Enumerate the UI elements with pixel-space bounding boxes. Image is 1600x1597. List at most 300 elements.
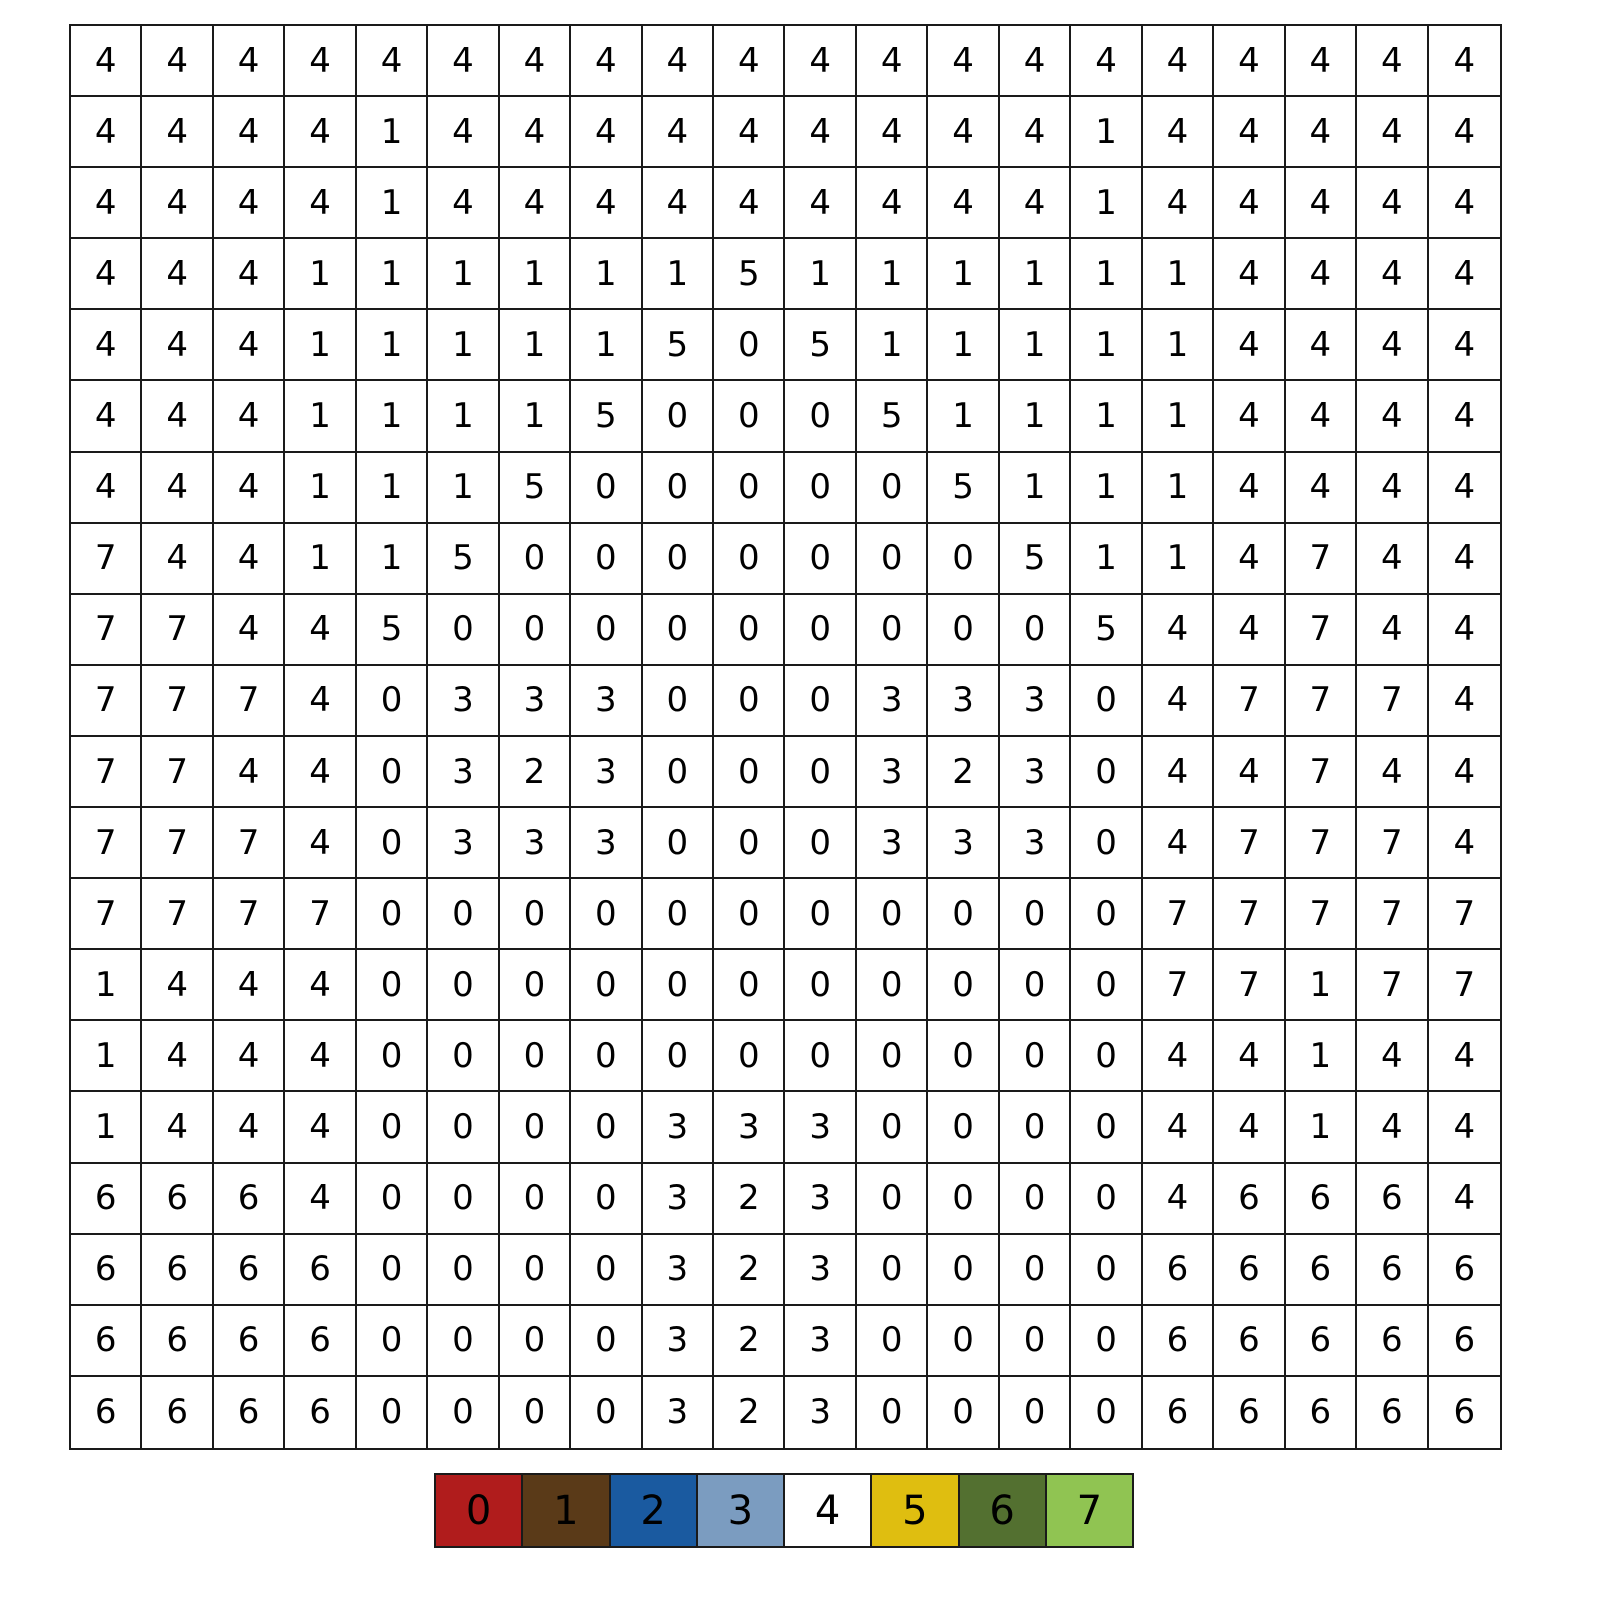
- grid-cell: 4: [1214, 97, 1285, 168]
- grid-cell: 3: [785, 1164, 856, 1235]
- grid-cell: 4: [285, 26, 356, 97]
- grid-cell: 7: [214, 808, 285, 879]
- grid-cell: 6: [1357, 1377, 1428, 1448]
- grid-cell: 0: [785, 666, 856, 737]
- grid-cell: 3: [714, 1092, 785, 1163]
- grid-cell: 5: [357, 595, 428, 666]
- grid-cell: 1: [285, 524, 356, 595]
- grid-cell: 3: [1000, 808, 1071, 879]
- grid-cell: 1: [71, 950, 142, 1021]
- grid-cell: 1: [1071, 381, 1142, 452]
- grid-cell: 2: [714, 1377, 785, 1448]
- grid-cell: 4: [1143, 1092, 1214, 1163]
- grid-cell: 0: [571, 524, 642, 595]
- grid-cell: 0: [1000, 1306, 1071, 1377]
- grid-cell: 0: [857, 1235, 928, 1306]
- grid-cell: 4: [1286, 239, 1357, 310]
- grid-cell: 1: [1071, 524, 1142, 595]
- grid-cell: 0: [857, 1021, 928, 1092]
- grid-cell: 7: [1286, 595, 1357, 666]
- grid-cell: 0: [785, 453, 856, 524]
- grid-cell: 4: [1286, 381, 1357, 452]
- grid-cell: 4: [428, 168, 499, 239]
- grid-cell: 1: [1071, 97, 1142, 168]
- grid-cell: 5: [857, 381, 928, 452]
- grid-cell: 0: [357, 1235, 428, 1306]
- grid-cell: 0: [1071, 950, 1142, 1021]
- grid-cell: 1: [857, 310, 928, 381]
- grid-cell: 0: [643, 453, 714, 524]
- grid-cell: 6: [1357, 1306, 1428, 1377]
- grid-cell: 3: [428, 666, 499, 737]
- grid-cell: 4: [214, 595, 285, 666]
- grid-cell: 4: [428, 26, 499, 97]
- grid-cell: 2: [714, 1306, 785, 1377]
- grid-cell: 0: [571, 1235, 642, 1306]
- grid-cell: 1: [1000, 239, 1071, 310]
- grid-cell: 4: [1357, 26, 1428, 97]
- grid-cell: 4: [214, 453, 285, 524]
- grid-cell: 0: [1000, 879, 1071, 950]
- grid-cell: 0: [571, 595, 642, 666]
- grid-cell: 4: [142, 381, 213, 452]
- grid-cell: 4: [142, 97, 213, 168]
- grid-cell: 1: [1143, 453, 1214, 524]
- grid-cell: 4: [71, 97, 142, 168]
- grid-cell: 4: [1357, 310, 1428, 381]
- grid-cell: 6: [1286, 1164, 1357, 1235]
- grid-cell: 4: [857, 168, 928, 239]
- grid-cell: 7: [1143, 950, 1214, 1021]
- grid-cell: 3: [785, 1092, 856, 1163]
- grid-cell: 4: [1214, 310, 1285, 381]
- grid-cell: 0: [643, 595, 714, 666]
- grid-cell: 0: [1071, 879, 1142, 950]
- legend-swatch-1: 1: [523, 1475, 610, 1546]
- grid-cell: 6: [285, 1235, 356, 1306]
- grid-cell: 0: [357, 666, 428, 737]
- grid-cell: 0: [1000, 595, 1071, 666]
- grid-cell: 0: [1071, 1235, 1142, 1306]
- grid-cell: 4: [214, 168, 285, 239]
- grid-cell: 7: [1286, 808, 1357, 879]
- grid-cell: 0: [500, 1235, 571, 1306]
- grid-cell: 4: [857, 26, 928, 97]
- grid-cell: 4: [1143, 1164, 1214, 1235]
- grid-cell: 3: [500, 808, 571, 879]
- grid-cell: 6: [214, 1235, 285, 1306]
- grid-cell: 4: [1429, 97, 1500, 168]
- grid-cell: 4: [1071, 26, 1142, 97]
- grid-cell: 4: [928, 168, 999, 239]
- grid-cell: 4: [71, 239, 142, 310]
- grid-cell: 4: [214, 97, 285, 168]
- grid-cell: 7: [285, 879, 356, 950]
- grid-cell: 6: [142, 1306, 213, 1377]
- grid-cell: 4: [214, 239, 285, 310]
- grid-cell: 4: [1143, 97, 1214, 168]
- grid-cell: 4: [571, 26, 642, 97]
- grid-cell: 0: [428, 595, 499, 666]
- grid-cell: 4: [71, 168, 142, 239]
- grid-cell: 6: [1357, 1235, 1428, 1306]
- grid-cell: 1: [1143, 310, 1214, 381]
- grid-cell: 0: [857, 1377, 928, 1448]
- grid-cell: 4: [1000, 168, 1071, 239]
- grid-cell: 4: [1286, 26, 1357, 97]
- grid-cell: 4: [928, 26, 999, 97]
- grid-cell: 1: [785, 239, 856, 310]
- grid-cell: 5: [643, 310, 714, 381]
- grid-cell: 4: [1429, 1164, 1500, 1235]
- grid-cell: 0: [1071, 1092, 1142, 1163]
- grid-cell: 7: [1429, 950, 1500, 1021]
- grid-cell: 1: [1071, 453, 1142, 524]
- grid-cell: 6: [71, 1235, 142, 1306]
- grid-cell: 0: [571, 1377, 642, 1448]
- grid-cell: 3: [643, 1164, 714, 1235]
- grid-cell: 0: [571, 1021, 642, 1092]
- grid-cell: 0: [928, 1164, 999, 1235]
- grid-cell: 4: [214, 26, 285, 97]
- grid-cell: 5: [928, 453, 999, 524]
- grid-cell: 4: [1000, 26, 1071, 97]
- grid-cell: 4: [1429, 666, 1500, 737]
- grid-cell: 4: [785, 26, 856, 97]
- grid-cell: 0: [500, 879, 571, 950]
- grid-cell: 6: [1429, 1235, 1500, 1306]
- grid-cell: 4: [1214, 1021, 1285, 1092]
- grid-cell: 3: [571, 737, 642, 808]
- grid-cell: 0: [643, 950, 714, 1021]
- legend-swatch-5: 5: [872, 1475, 959, 1546]
- grid-cell: 6: [1453, 1392, 1476, 1433]
- grid-cell: 3: [785, 1306, 856, 1377]
- grid-cell: 1: [357, 381, 428, 452]
- grid-cell: 3: [643, 1377, 714, 1448]
- grid-cell: 0: [571, 950, 642, 1021]
- grid-cell: 4: [142, 168, 213, 239]
- grid-cell: 4: [571, 168, 642, 239]
- grid-cell: 0: [500, 950, 571, 1021]
- grid-cell: 0: [357, 808, 428, 879]
- grid-cell: 3: [428, 737, 499, 808]
- grid-cell: 4: [214, 1021, 285, 1092]
- grid-cell: 4: [1357, 381, 1428, 452]
- grid-cell: 6: [1429, 1306, 1500, 1377]
- grid-cell: 6: [1143, 1235, 1214, 1306]
- grid-cell: 4: [142, 1021, 213, 1092]
- grid-cell: 3: [857, 737, 928, 808]
- grid-cell: 4: [1214, 524, 1285, 595]
- grid-cell: 0: [643, 524, 714, 595]
- grid-cell: 6: [1214, 1235, 1285, 1306]
- grid-cell: 1: [357, 168, 428, 239]
- grid-cell: 7: [142, 666, 213, 737]
- grid-cell: 6: [1214, 1377, 1285, 1448]
- grid-cell: 6: [1286, 1235, 1357, 1306]
- grid-cell: 0: [643, 666, 714, 737]
- grid-cell: 0: [1071, 737, 1142, 808]
- grid-cell: 7: [1357, 950, 1428, 1021]
- grid-cell: 4: [1214, 168, 1285, 239]
- grid-cell: 4: [142, 239, 213, 310]
- grid-cell: 0: [928, 595, 999, 666]
- grid-cell: 7: [1286, 666, 1357, 737]
- grid-cell: 4: [214, 1092, 285, 1163]
- grid-cell: 1: [357, 453, 428, 524]
- grid-cell: 1: [500, 381, 571, 452]
- grid-cell: 4: [500, 97, 571, 168]
- grid-cell: 4: [1000, 97, 1071, 168]
- grid-cell: 4: [1143, 595, 1214, 666]
- grid-cell: 0: [785, 950, 856, 1021]
- grid-cell: 1: [928, 239, 999, 310]
- grid-cell: 4: [357, 26, 428, 97]
- grid-cell: 1: [571, 310, 642, 381]
- grid-cell: 4: [643, 97, 714, 168]
- grid-cell: 0: [500, 1306, 571, 1377]
- grid-cell: 4: [1143, 26, 1214, 97]
- grid-cell: 4: [71, 26, 142, 97]
- grid-cell: 0: [1071, 1377, 1142, 1448]
- grid-cell: 0: [643, 381, 714, 452]
- grid-cell: 3: [857, 666, 928, 737]
- grid-cell: 4: [1214, 737, 1285, 808]
- grid-cell: 0: [428, 1092, 499, 1163]
- grid-cell: 0: [357, 950, 428, 1021]
- color-by-number-grid: [69, 24, 1502, 1450]
- grid-cell: 0: [500, 1164, 571, 1235]
- grid-cell: 4: [285, 808, 356, 879]
- grid-cell: 0: [1071, 1306, 1142, 1377]
- grid-cell: 4: [1214, 453, 1285, 524]
- grid-cell: 0: [1071, 666, 1142, 737]
- grid-cell: 4: [1429, 737, 1500, 808]
- grid-cell: 0: [428, 1021, 499, 1092]
- grid-cell: 4: [285, 666, 356, 737]
- grid-cell: 4: [1357, 1021, 1428, 1092]
- legend-swatch-6: 6: [960, 1475, 1047, 1546]
- grid-cell: 0: [357, 1092, 428, 1163]
- grid-cell: 0: [857, 950, 928, 1021]
- grid-cell: 4: [142, 950, 213, 1021]
- grid-cell: 0: [714, 381, 785, 452]
- grid-cell: 4: [428, 97, 499, 168]
- grid-cell: 1: [928, 381, 999, 452]
- grid-cell: 6: [71, 1306, 142, 1377]
- grid-cell: 4: [1357, 737, 1428, 808]
- grid-cell: 0: [928, 1092, 999, 1163]
- grid-cell: 0: [928, 1021, 999, 1092]
- grid-cell: 0: [643, 879, 714, 950]
- grid-cell: 0: [571, 1092, 642, 1163]
- grid-cell: 0: [714, 1021, 785, 1092]
- grid-cell: 4: [71, 453, 142, 524]
- grid-cell: 3: [1000, 737, 1071, 808]
- grid-cell: 4: [285, 1164, 356, 1235]
- grid-cell: 4: [928, 97, 999, 168]
- grid-cell: 4: [1286, 97, 1357, 168]
- grid-cell: 0: [1000, 950, 1071, 1021]
- grid-cell: 1: [357, 524, 428, 595]
- grid-cell: 5: [785, 310, 856, 381]
- grid-cell: 7: [1214, 666, 1285, 737]
- grid-cell: 0: [1071, 808, 1142, 879]
- grid-cell: 4: [1357, 239, 1428, 310]
- grid-cell: 1: [428, 310, 499, 381]
- grid-cell: 4: [214, 310, 285, 381]
- grid-cell: 0: [857, 1306, 928, 1377]
- grid-cell: 1: [71, 1021, 142, 1092]
- grid-cell: 6: [142, 1164, 213, 1235]
- grid-cell: 4: [1214, 1092, 1285, 1163]
- grid-cell: 0: [928, 950, 999, 1021]
- grid-cell: 5: [500, 453, 571, 524]
- grid-cell: 4: [1429, 453, 1500, 524]
- grid-cell: 4: [1357, 97, 1428, 168]
- grid-cell: 0: [714, 879, 785, 950]
- grid-cell: 4: [1429, 168, 1500, 239]
- grid-cell: 4: [643, 168, 714, 239]
- legend-swatch-4: 4: [785, 1475, 872, 1546]
- grid-cell: 0: [357, 1306, 428, 1377]
- grid-cell: 1: [1071, 310, 1142, 381]
- grid-cell: 6: [1286, 1377, 1357, 1448]
- grid-cell: 4: [214, 524, 285, 595]
- grid-cell: 7: [1357, 879, 1428, 950]
- grid-cell: 4: [714, 26, 785, 97]
- grid-cell: 4: [1214, 239, 1285, 310]
- grid-cell: 4: [1286, 310, 1357, 381]
- legend-swatch-7: 7: [1047, 1475, 1132, 1546]
- grid-cell: 4: [285, 97, 356, 168]
- grid-cell: 0: [428, 950, 499, 1021]
- grid-cell: 0: [643, 737, 714, 808]
- grid-cell: 0: [785, 808, 856, 879]
- grid-cell: 7: [1357, 808, 1428, 879]
- grid-cell: 1: [357, 310, 428, 381]
- grid-cell: 6: [285, 1306, 356, 1377]
- grid-cell: 6: [142, 1235, 213, 1306]
- grid-cell: 4: [285, 737, 356, 808]
- grid-cell: 4: [1286, 453, 1357, 524]
- grid-cell: 4: [142, 310, 213, 381]
- grid-cell: 5: [428, 524, 499, 595]
- grid-cell: 0: [1000, 1021, 1071, 1092]
- grid-cell: 5: [1071, 595, 1142, 666]
- grid-cell: 0: [357, 737, 428, 808]
- grid-cell: 0: [928, 879, 999, 950]
- grid-cell: 1: [1143, 524, 1214, 595]
- grid-cell: 0: [857, 1164, 928, 1235]
- grid-cell: 7: [142, 879, 213, 950]
- grid-cell: 0: [571, 1164, 642, 1235]
- grid-cell: 0: [714, 950, 785, 1021]
- grid-cell: 4: [1286, 168, 1357, 239]
- grid-cell: 0: [785, 595, 856, 666]
- grid-cell: 4: [1429, 1092, 1500, 1163]
- grid-cell: 7: [1286, 737, 1357, 808]
- grid-cell: 0: [500, 524, 571, 595]
- legend-swatch-2: 2: [611, 1475, 698, 1546]
- grid-cell: 1: [1000, 381, 1071, 452]
- grid-cell: 2: [714, 1235, 785, 1306]
- grid-cell: 4: [571, 97, 642, 168]
- grid-cell: 1: [1000, 310, 1071, 381]
- grid-cell: 4: [71, 381, 142, 452]
- grid-cell: 4: [285, 1021, 356, 1092]
- grid-cell: 7: [71, 524, 142, 595]
- grid-cell: 4: [785, 168, 856, 239]
- grid-cell: 0: [1000, 1164, 1071, 1235]
- grid-cell: 7: [214, 879, 285, 950]
- grid-cell: 3: [928, 666, 999, 737]
- grid-cell: 3: [643, 1092, 714, 1163]
- grid-cell: 3: [571, 808, 642, 879]
- grid-cell: 7: [1286, 524, 1357, 595]
- grid-cell: 6: [1286, 1306, 1357, 1377]
- legend-swatch-3: 3: [698, 1475, 785, 1546]
- grid-cell: 4: [1429, 1021, 1500, 1092]
- grid-cell: 7: [71, 595, 142, 666]
- grid-cell: 0: [500, 1092, 571, 1163]
- grid-cell: 7: [142, 595, 213, 666]
- grid-cell: 3: [785, 1377, 856, 1448]
- grid-cell: 4: [857, 97, 928, 168]
- grid-cell: 7: [71, 666, 142, 737]
- grid-cell: 4: [1143, 808, 1214, 879]
- grid-cell: 4: [214, 950, 285, 1021]
- grid-cell: 7: [1214, 950, 1285, 1021]
- grid-cell: 4: [1357, 524, 1428, 595]
- grid-cell: 6: [1143, 1377, 1214, 1448]
- grid-cell: 7: [71, 879, 142, 950]
- grid-cell: 1: [428, 381, 499, 452]
- grid-cell: 4: [1143, 666, 1214, 737]
- grid-cell: 4: [285, 950, 356, 1021]
- grid-cell: 6: [142, 1377, 213, 1448]
- grid-cell: 7: [1143, 879, 1214, 950]
- grid-cell: 6: [1357, 1164, 1428, 1235]
- grid-cell: 6: [71, 1164, 142, 1235]
- grid-cell: 2: [500, 737, 571, 808]
- grid-cell: 4: [214, 737, 285, 808]
- grid-cell: 0: [1000, 1377, 1071, 1448]
- grid-cell: 3: [643, 1306, 714, 1377]
- grid-cell: 0: [1000, 1235, 1071, 1306]
- grid-cell: 4: [500, 168, 571, 239]
- grid-cell: 0: [571, 879, 642, 950]
- grid-cell: 1: [1143, 381, 1214, 452]
- grid-cell: 1: [643, 239, 714, 310]
- grid-cell: 6: [214, 1306, 285, 1377]
- grid-cell: 0: [857, 595, 928, 666]
- grid-cell: 4: [285, 168, 356, 239]
- grid-cell: 1: [1000, 453, 1071, 524]
- grid-cell: 0: [928, 524, 999, 595]
- grid-cell: 1: [500, 239, 571, 310]
- grid-cell: 4: [142, 453, 213, 524]
- grid-cell: 6: [214, 1377, 285, 1448]
- grid-cell: 1: [428, 239, 499, 310]
- grid-cell: 3: [785, 1235, 856, 1306]
- grid-cell: 1: [428, 453, 499, 524]
- grid-cell: 4: [1357, 1092, 1428, 1163]
- grid-cell: 4: [285, 595, 356, 666]
- grid-cell: 0: [714, 737, 785, 808]
- grid-cell: 4: [714, 97, 785, 168]
